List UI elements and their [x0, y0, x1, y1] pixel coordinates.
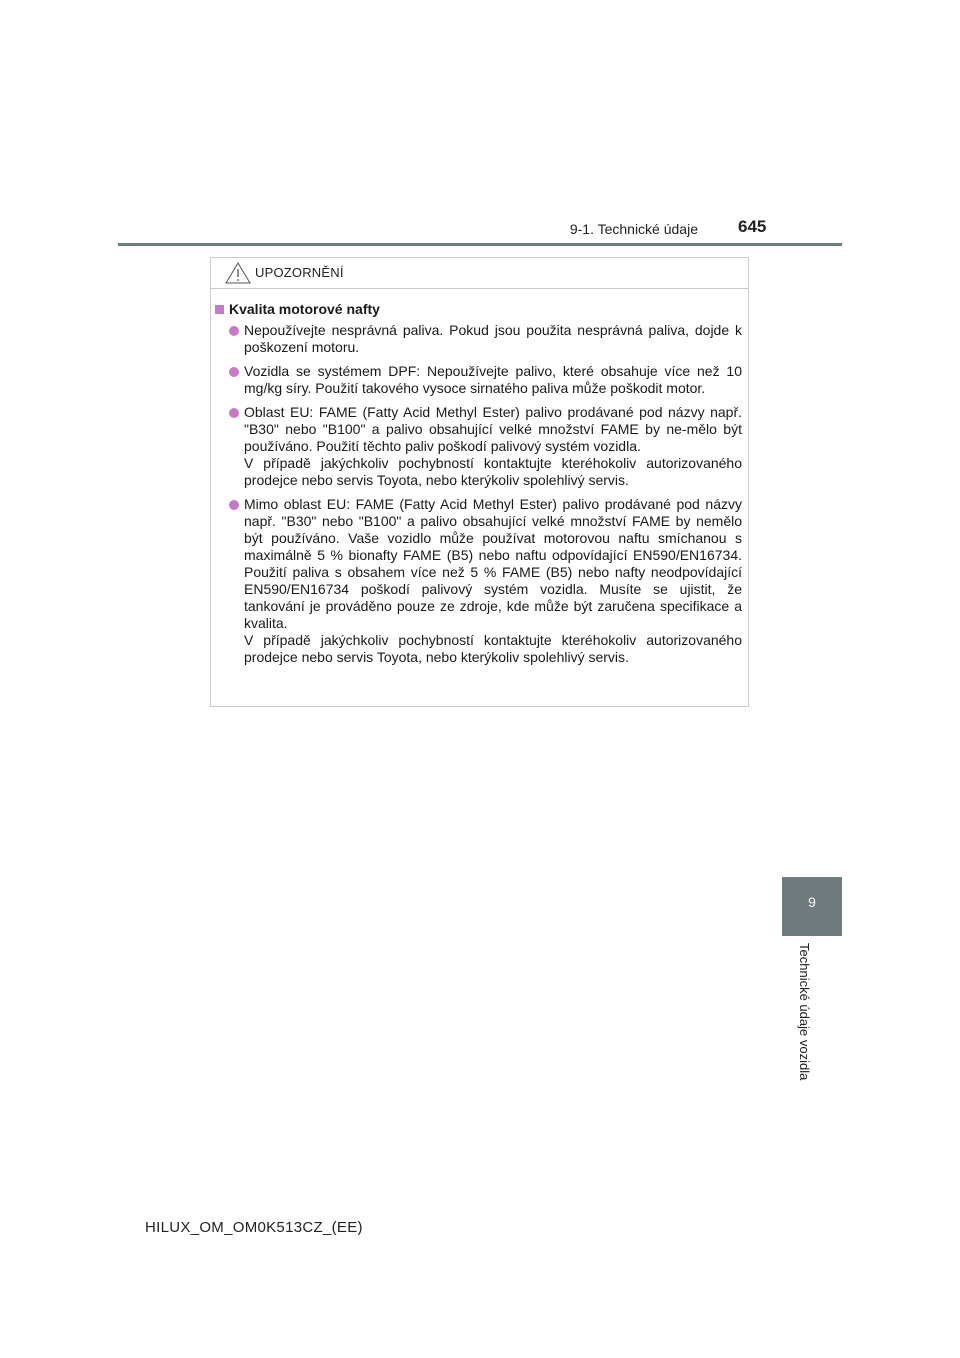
- page-number: 645: [738, 217, 767, 236]
- warning-header: [211, 258, 748, 289]
- document-code: HILUX_OM_OM0K513CZ_(EE): [145, 1219, 363, 1236]
- list-item-text: Mimo oblast EU: FAME (Fatty Acid Methyl Ester) palivo prodávané pod názvy např. "B30" nebo "B100" a palivo obsahující velké množství FAME by nemělo být používáno. Vaše vozidlo může používat motorovou naftu smíchanou s maximálně 5 % bionafty FAME (B5) nebo naftu odpovídající EN590/EN16734. Použití paliva s obsahem více než 5 % FAME (B5) nebo nafty neodpovídající EN590/EN16734 poškodí palivový systém vozidla. Musíte se ujistit, že tankování je prováděno pouze ze zdroje, kde může být zaručena specifikace a kvalita. V případě jakýchkoliv pochybností kontaktujte kteréhokoliv autorizovaného prodejce nebo servis Toyota, nebo kterýkoliv spolehlivý servis.: [244, 496, 742, 665]
- warning-title: UPOZORNĚNÍ: [255, 265, 344, 280]
- list-item-text: Nepoužívejte nesprávná paliva. Pokud jsou použita nesprávná paliva, dojde k poškození motoru.: [244, 322, 742, 355]
- header-divider: [118, 243, 842, 246]
- warning-heading: [215, 301, 742, 317]
- circle-bullet-icon: [229, 408, 239, 418]
- list-item-text: Oblast EU: FAME (Fatty Acid Methyl Ester) palivo prodávané pod názvy např. "B30" nebo "B100" a palivo obsahující velké množství FAME by ne-mělo být používáno. Použití těchto paliv poškodí palivový systém vozidla. V případě jakýchkoliv pochybností kontaktujte kteréhokoliv autorizovaného prodejce nebo servis Toyota, nebo kterýkoliv spolehlivý servis.: [244, 404, 742, 488]
- warning-body: [211, 289, 748, 666]
- list-item: [215, 322, 742, 356]
- section-title: 9-1. Technické údaje: [569, 221, 698, 237]
- list-item-text: Vozidla se systémem DPF: Nepoužívejte palivo, které obsahuje více než 10 mg/kg síry. Použití takového vysoce sirnatého paliva může poškodit motor.: [244, 363, 742, 396]
- circle-bullet-icon: [229, 326, 239, 336]
- chapter-tab: [782, 877, 842, 936]
- warning-triangle-icon: [225, 261, 251, 290]
- list-item: [215, 363, 742, 397]
- list-item: [215, 496, 742, 666]
- chapter-label: Technické údaje vozidla: [797, 943, 812, 1081]
- circle-bullet-icon: [229, 367, 239, 377]
- list-item: [215, 404, 742, 489]
- circle-bullet-icon: [229, 500, 239, 510]
- chapter-number: 9: [808, 894, 816, 910]
- square-bullet-icon: [215, 305, 224, 314]
- warning-box: [210, 257, 749, 707]
- warning-heading-text: Kvalita motorové nafty: [229, 301, 380, 317]
